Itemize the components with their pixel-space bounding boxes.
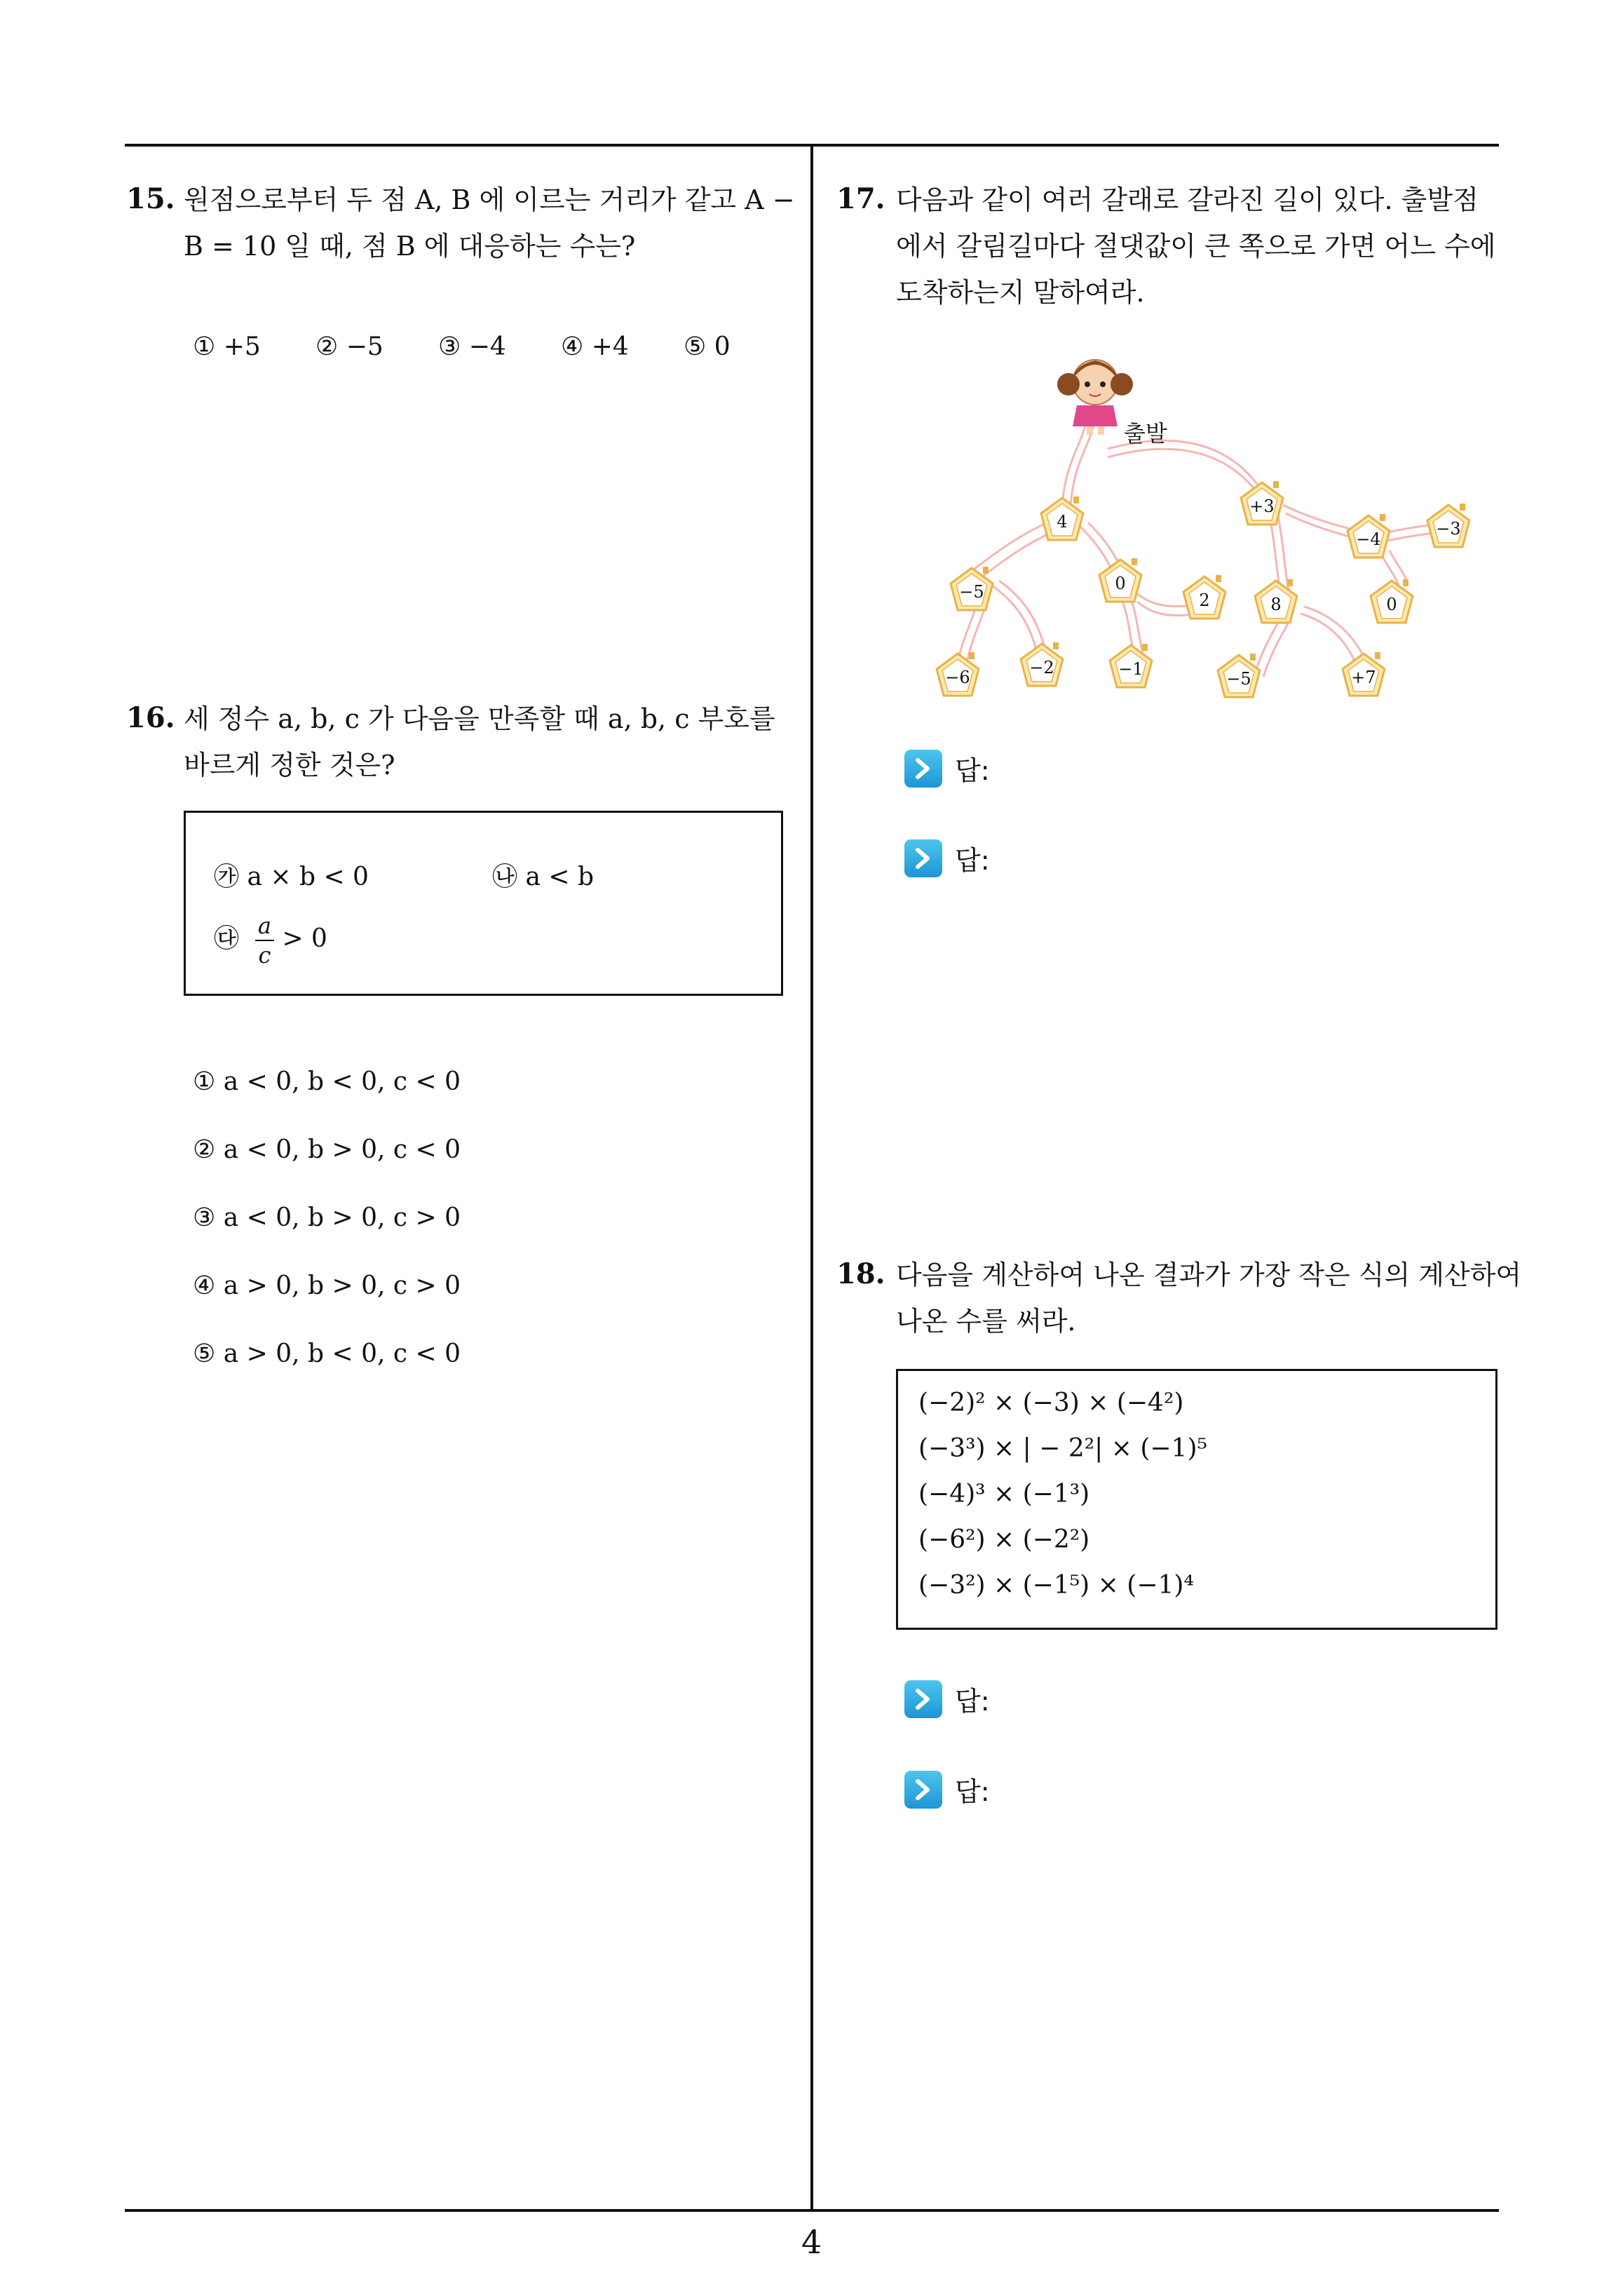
q16-condition-c-mark: ㉰ (214, 924, 240, 953)
q16-condition-b: ㉯ a < b (492, 863, 595, 891)
q15-option-2[interactable]: ② −5 (315, 332, 383, 361)
bottom-rule (125, 2209, 1499, 2212)
q17-number: 17. (836, 182, 885, 215)
q18-answer-2[interactable] (904, 1770, 990, 1809)
q18-text-line1: 다음을 계산하여 나온 결과가 가장 작은 식의 계산하여 (896, 1260, 1522, 1290)
q16-condition-c-rest: > 0 (282, 924, 327, 953)
q18-expression-2: (−3³) × | − 2²| × (−1)⁵ (918, 1434, 1207, 1463)
q17-node-8 (1252, 578, 1300, 626)
q18-expression-4: (−6²) × (−2²) (918, 1525, 1090, 1554)
chevron-right-icon (904, 1771, 942, 1809)
q17-node-label: 4 (1057, 512, 1068, 532)
q18-expression-5: (−3²) × (−1⁵) × (−1)⁴ (918, 1571, 1194, 1600)
q17-node-10 (934, 651, 982, 698)
q18-expression-3: (−4)³ × (−1³) (918, 1480, 1090, 1508)
q16-option-3[interactable]: ③ a < 0, b > 0, c > 0 (193, 1203, 461, 1232)
column-divider (810, 144, 813, 2211)
q17-node-3 (1345, 513, 1392, 560)
q18-text-line2: 나온 수를 써라. (896, 1306, 1076, 1337)
q16-fraction-numerator: a (255, 912, 274, 941)
girl-illustration (1057, 360, 1133, 435)
q17-answer-1[interactable] (904, 749, 990, 788)
q17-node-7 (1181, 574, 1228, 621)
q16-fraction (255, 912, 274, 969)
q17-node-label: 0 (1386, 595, 1397, 614)
q17-node-1 (1038, 495, 1086, 543)
q17-node-label: −5 (1226, 669, 1251, 689)
q18-answer-label-2: 답: (955, 1776, 990, 1807)
q17-answer-label-1: 답: (955, 755, 990, 786)
chevron-right-icon (904, 750, 942, 788)
q15-text-line1: 원점으로부터 두 점 A, B 에 이르는 거리가 같고 A − (184, 184, 795, 215)
q16-text-line2: 바르게 정한 것은? (184, 750, 395, 781)
chevron-right-icon (904, 1680, 942, 1718)
q17-text-line1: 다음과 같이 여러 갈래로 갈라진 길이 있다. 출발점 (896, 184, 1479, 215)
q17-node-label: −4 (1356, 529, 1381, 549)
q17-node-6 (1096, 557, 1144, 605)
q15-option-4[interactable]: ④ +4 (561, 332, 629, 361)
q17-answer-label-2: 답: (955, 845, 990, 876)
page-number: 4 (801, 2223, 822, 2261)
q18-expression-1: (−2)² × (−3) × (−4²) (918, 1389, 1184, 1417)
q17-node-label: −3 (1436, 519, 1461, 539)
q17-node-14 (1340, 651, 1387, 698)
q17-node-9 (1368, 578, 1415, 626)
q17-node-12 (1107, 642, 1155, 690)
q17-node-label: 8 (1270, 595, 1282, 614)
q17-start-label: 출발 (1124, 420, 1167, 447)
q17-node-label: 0 (1115, 574, 1126, 593)
q16-option-4[interactable]: ④ a > 0, b > 0, c > 0 (193, 1271, 461, 1300)
q17-node-5 (948, 565, 996, 613)
q17-node-4 (1425, 502, 1472, 550)
q18-number: 18. (836, 1257, 885, 1290)
q16-option-5[interactable]: ⑤ a > 0, b < 0, c < 0 (193, 1339, 461, 1368)
q15-option-1[interactable]: ① +5 (193, 332, 261, 361)
q17-node-label: −2 (1029, 658, 1054, 677)
q17-node-11 (1018, 641, 1066, 689)
q15-option-3[interactable]: ③ −4 (438, 332, 506, 361)
q15-text-line2: B = 10 일 때, 점 B 에 대응하는 수는? (184, 231, 636, 262)
q16-condition-c (214, 912, 327, 969)
q16-option-2[interactable]: ② a < 0, b > 0, c < 0 (193, 1135, 461, 1164)
q16-number: 16. (126, 701, 175, 734)
q17-node-label: +7 (1351, 668, 1376, 687)
q18-answer-label-1: 답: (955, 1686, 990, 1717)
q16-text-line1: 세 정수 a, b, c 가 다음을 만족할 때 a, b, c 부호를 (184, 703, 775, 734)
q17-node-2 (1238, 480, 1286, 527)
chevron-right-icon (904, 839, 942, 877)
q17-answer-2[interactable] (904, 839, 990, 877)
q16-condition-a: ㉮ a × b < 0 (214, 863, 369, 891)
q17-node-label: −1 (1118, 659, 1143, 679)
q17-text-line2: 에서 갈림길마다 절댓값이 큰 쪽으로 가면 어느 수에 (896, 231, 1496, 262)
q17-node-label: −5 (959, 582, 984, 602)
q17-node-13 (1215, 652, 1263, 700)
q17-node-label: −6 (945, 668, 970, 687)
q16-fraction-denominator: c (258, 942, 271, 968)
q17-node-label: 2 (1199, 590, 1210, 610)
q15-number: 15. (126, 182, 175, 215)
q18-answer-1[interactable] (904, 1680, 990, 1718)
q15-option-5[interactable]: ⑤ 0 (684, 332, 731, 361)
q17-text-line3: 도착하는지 말하여라. (896, 277, 1145, 308)
q16-option-1[interactable]: ① a < 0, b < 0, c < 0 (193, 1067, 461, 1096)
q17-path-diagram (918, 344, 1493, 708)
q17-node-label: +3 (1249, 497, 1275, 516)
